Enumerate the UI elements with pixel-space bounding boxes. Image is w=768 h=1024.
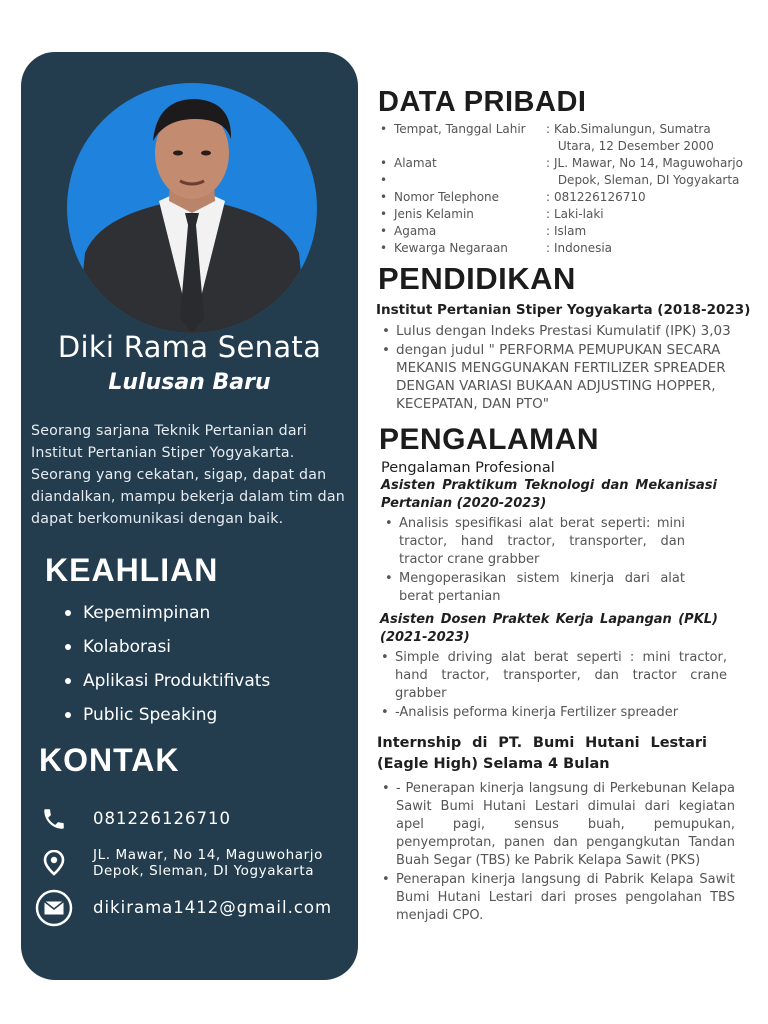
email-address[interactable]: dikirama1412@gmail.com xyxy=(93,898,333,917)
skill-item xyxy=(65,664,270,698)
personal-heading: DATA PRIBADI xyxy=(378,86,587,118)
skill-label: Aplikasi Produktifivats xyxy=(83,671,271,691)
job2-item: • Simple driving alat berat seperti : mini tractor, hand tractor, transporter, dan tractor crane grabber xyxy=(381,650,727,701)
experience-heading: PENGALAMAN xyxy=(379,423,599,456)
sidebar xyxy=(21,52,358,980)
skills-list xyxy=(65,596,270,732)
phone-icon xyxy=(35,800,73,838)
skill-item xyxy=(65,596,270,630)
education-heading: PENDIDIKAN xyxy=(378,261,576,296)
profile-summary: Seorang sarjana Teknik Pertanian dari Institut Pertanian Stiper Yogyakarta. Seorang yang cekatan, sigap, dapat dan diandalkan, mampu bekerja dalam tim dan dapat berkomunikasi dengan baik. xyxy=(31,423,345,527)
skill-label: Kepemimpinan xyxy=(83,603,211,623)
education-list xyxy=(378,322,744,414)
profile-name: Diki Rama Senata xyxy=(57,330,322,364)
personal-row: • Jenis Kelamin : Laki-laki xyxy=(380,207,604,221)
internship-item: • Penerapan kinerja langsung di Pabrik Kelapa Sawit Bumi Hutani Lestari dari proses pengolahan TBS menjadi CPO. xyxy=(382,872,735,923)
address-text xyxy=(93,847,323,879)
experience-subheading: Pengalaman Profesional xyxy=(381,460,555,476)
job2-item: • -Analisis peforma kinerja Fertilizer spreader xyxy=(381,705,679,720)
personal-row: • Agama : Islam xyxy=(380,224,587,238)
contact-email xyxy=(35,889,332,927)
skill-label: Kolaborasi xyxy=(83,637,172,657)
education-item: • dengan judul " PERFORMA PEMUPUKAN SECARA MEKANIS MENGGUNAKAN FERTILIZER SPREADER DENGAN VARIASI BUKAAN ADJUSTING HOPPER, KECEPATAN, DAN PTO" xyxy=(382,342,726,412)
personal-data-list xyxy=(380,121,760,257)
job2-title: Asisten Dosen Praktek Kerja Lapangan (PKL) (2021-2023) xyxy=(380,612,718,645)
contact-phone xyxy=(35,800,231,838)
personal-row: • Depok, Sleman, DI Yogyakarta xyxy=(380,173,740,187)
internship-title: Internship di PT. Bumi Hutani Lestari (Eagle High) Selama 4 Bulan xyxy=(377,735,707,772)
address-line-1: JL. Mawar, No 14, Maguwoharjo xyxy=(93,847,323,863)
personal-row: • Kewarga Negaraan : Indonesia xyxy=(380,241,613,255)
job1-list xyxy=(381,515,685,607)
address-line-2: Depok, Sleman, DI Yogyakarta xyxy=(93,863,315,879)
profile-photo xyxy=(67,83,317,333)
job2-list xyxy=(377,649,727,723)
email-icon xyxy=(35,889,73,927)
internship-list xyxy=(378,780,735,926)
job1-title: Asisten Praktikum Teknologi dan Mekanisasi Pertanian (2020-2023) xyxy=(381,478,717,511)
skill-label: Public Speaking xyxy=(83,705,218,725)
profile-role: Lulusan Baru xyxy=(108,370,271,395)
contact-heading: KONTAK xyxy=(39,742,180,778)
personal-row: • Nomor Telephone : 081226126710 xyxy=(380,190,646,204)
education-institution: Institut Pertanian Stiper Yogyakarta (2018-2023) xyxy=(376,302,751,318)
skill-item xyxy=(65,698,270,732)
skills-heading: KEAHLIAN xyxy=(45,552,219,588)
internship-item: • - Penerapan kinerja langsung di Perkebunan Kelapa Sawit Bumi Hutani Lestari dimulai dari kegiatan apel pagi, sensus buah, pemupukan, penyemprotan, panen dan pengangkutan Tandan Buah Segar (TBS) ke Pabrik Kelapa Sawit (PKS) xyxy=(382,781,735,868)
job1-item: • Mengoperasikan sistem kinerja dari alat berat pertanian xyxy=(385,571,685,604)
education-item: • Lulus dengan Indeks Prestasi Kumulatif (IPK) 3,03 xyxy=(382,323,731,339)
job1-item: • Analisis spesifikasi alat berat seperti: mini tractor, hand tractor, transporter, dan tractor crane grabber xyxy=(385,516,685,567)
location-pin-icon xyxy=(35,844,73,882)
personal-row: • Tempat, Tanggal Lahir : Kab.Simalungun, Sumatra xyxy=(380,122,711,136)
contact-address xyxy=(35,844,323,882)
personal-row: Utara, 12 Desember 2000 xyxy=(554,139,714,153)
personal-row: • Alamat : JL. Mawar, No 14, Maguwoharjo xyxy=(380,156,743,170)
skill-item xyxy=(65,630,270,664)
phone-number[interactable]: 081226126710 xyxy=(93,809,231,828)
